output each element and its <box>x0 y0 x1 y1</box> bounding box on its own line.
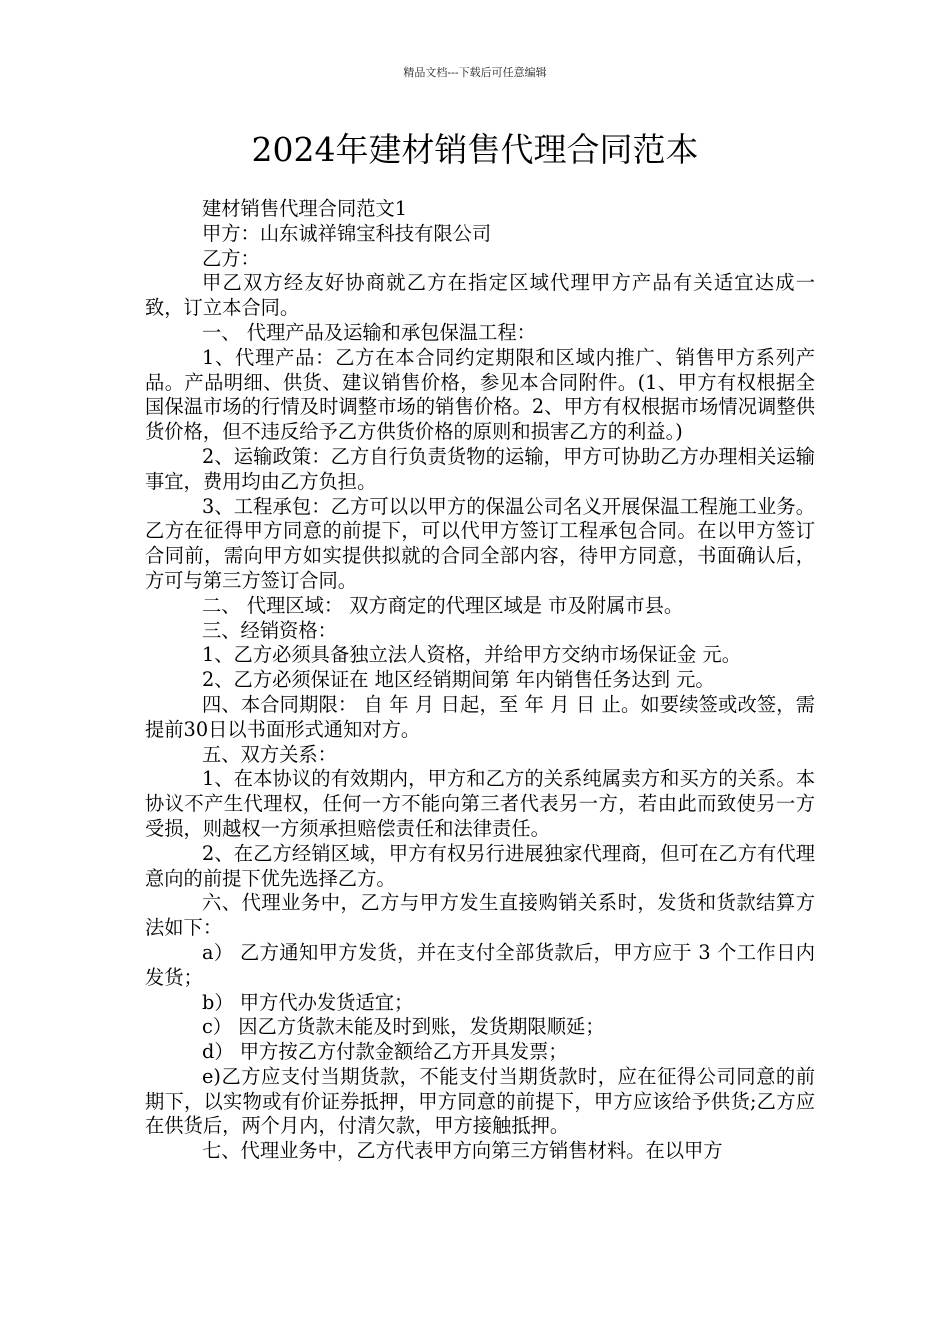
paragraph: 2、运输政策：乙方自行负责货物的运输，甲方可协助乙方办理相关运输事宜，费用均由乙方负担。 <box>145 444 815 493</box>
paragraph: 七、代理业务中，乙方代表甲方向第三方销售材料。在以甲方 <box>202 1139 723 1163</box>
paragraph: 四、本合同期限： 自 年 月 日起，至 年 月 日 止。如要续签或改签，需提前30日以书面形式通知对方。 <box>145 692 815 741</box>
paragraph: 1、代理产品：乙方在本合同约定期限和区域内推广、销售甲方系列产品。产品明细、供货、建议销售价格，参见本合同附件。(1、甲方有权根据全国保温市场的行情及时调整市场的销售价格。2、甲方有权根据市场情况调整供货价格，但不违反给予乙方供货价格的原则和损害乙方的利益。) <box>145 345 815 444</box>
paragraph: 甲方：山东诚祥锦宝科技有限公司 <box>202 221 492 245</box>
document-body <box>145 197 815 1164</box>
document-title: 2024年建材销售代理合同范本 <box>251 130 699 169</box>
paragraph: 六、代理业务中，乙方与甲方发生直接购销关系时，发货和货款结算方法如下： <box>145 891 815 940</box>
header-note: 精品文档---下载后可任意编辑 <box>403 66 547 79</box>
paragraph: 乙方： <box>202 246 260 270</box>
paragraph: c） 因乙方货款未能及时到账，发货期限顺延； <box>202 1015 605 1039</box>
paragraph: b） 甲方代办发货适宜； <box>202 990 414 1014</box>
paragraph: 二、 代理区域： 双方商定的代理区域是 市及附属市县。 <box>202 593 684 617</box>
paragraph: 2、乙方必须保证在 地区经销期间第 年内销售任务达到 元。 <box>202 668 715 692</box>
paragraph: 甲乙双方经友好协商就乙方在指定区域代理甲方产品有关适宜达成一致，订立本合同。 <box>145 271 815 320</box>
paragraph: 1、乙方必须具备独立法人资格，并给甲方交纳市场保证金 元。 <box>202 643 741 667</box>
paragraph: e)乙方应支付当期货款，不能支付当期货款时，应在征得公司同意的前期下，以实物或有价证券抵押，甲方同意的前提下，甲方应该给予供货;乙方应在供货后，两个月内，付清欠款，甲方接触抵押。 <box>145 1064 815 1138</box>
paragraph: a） 乙方通知甲方发货，并在支付全部货款后，甲方应于 3 个工作日内发货； <box>145 940 815 989</box>
paragraph: 三、经销资格： <box>202 618 337 642</box>
paragraph: 2、在乙方经销区域，甲方有权另行进展独家代理商，但可在乙方有代理意向的前提下优先选择乙方。 <box>145 841 815 890</box>
paragraph: 1、在本协议的有效期内，甲方和乙方的关系纯属卖方和买方的关系。本协议不产生代理权，任何一方不能向第三者代表另一方，若由此而致使另一方受损，则越权一方须承担赔偿责任和法律责任。 <box>145 767 815 840</box>
paragraph: 五、双方关系： <box>202 742 337 766</box>
paragraph: 3、工程承包：乙方可以以甲方的保温公司名义开展保温工程施工业务。乙方在征得甲方同意的前提下，可以代甲方签订工程承包合同。在以甲方签订合同前，需向甲方如实提供拟就的合同全部内容，待甲方同意，书面确认后，方可与第三方签订合同。 <box>145 494 815 592</box>
paragraph: d） 甲方按乙方付款金额给乙方开具发票； <box>202 1040 568 1064</box>
paragraph: 一、 代理产品及运输和承包保温工程： <box>202 320 536 344</box>
paragraph: 建材销售代理合同范文1 <box>202 197 408 220</box>
